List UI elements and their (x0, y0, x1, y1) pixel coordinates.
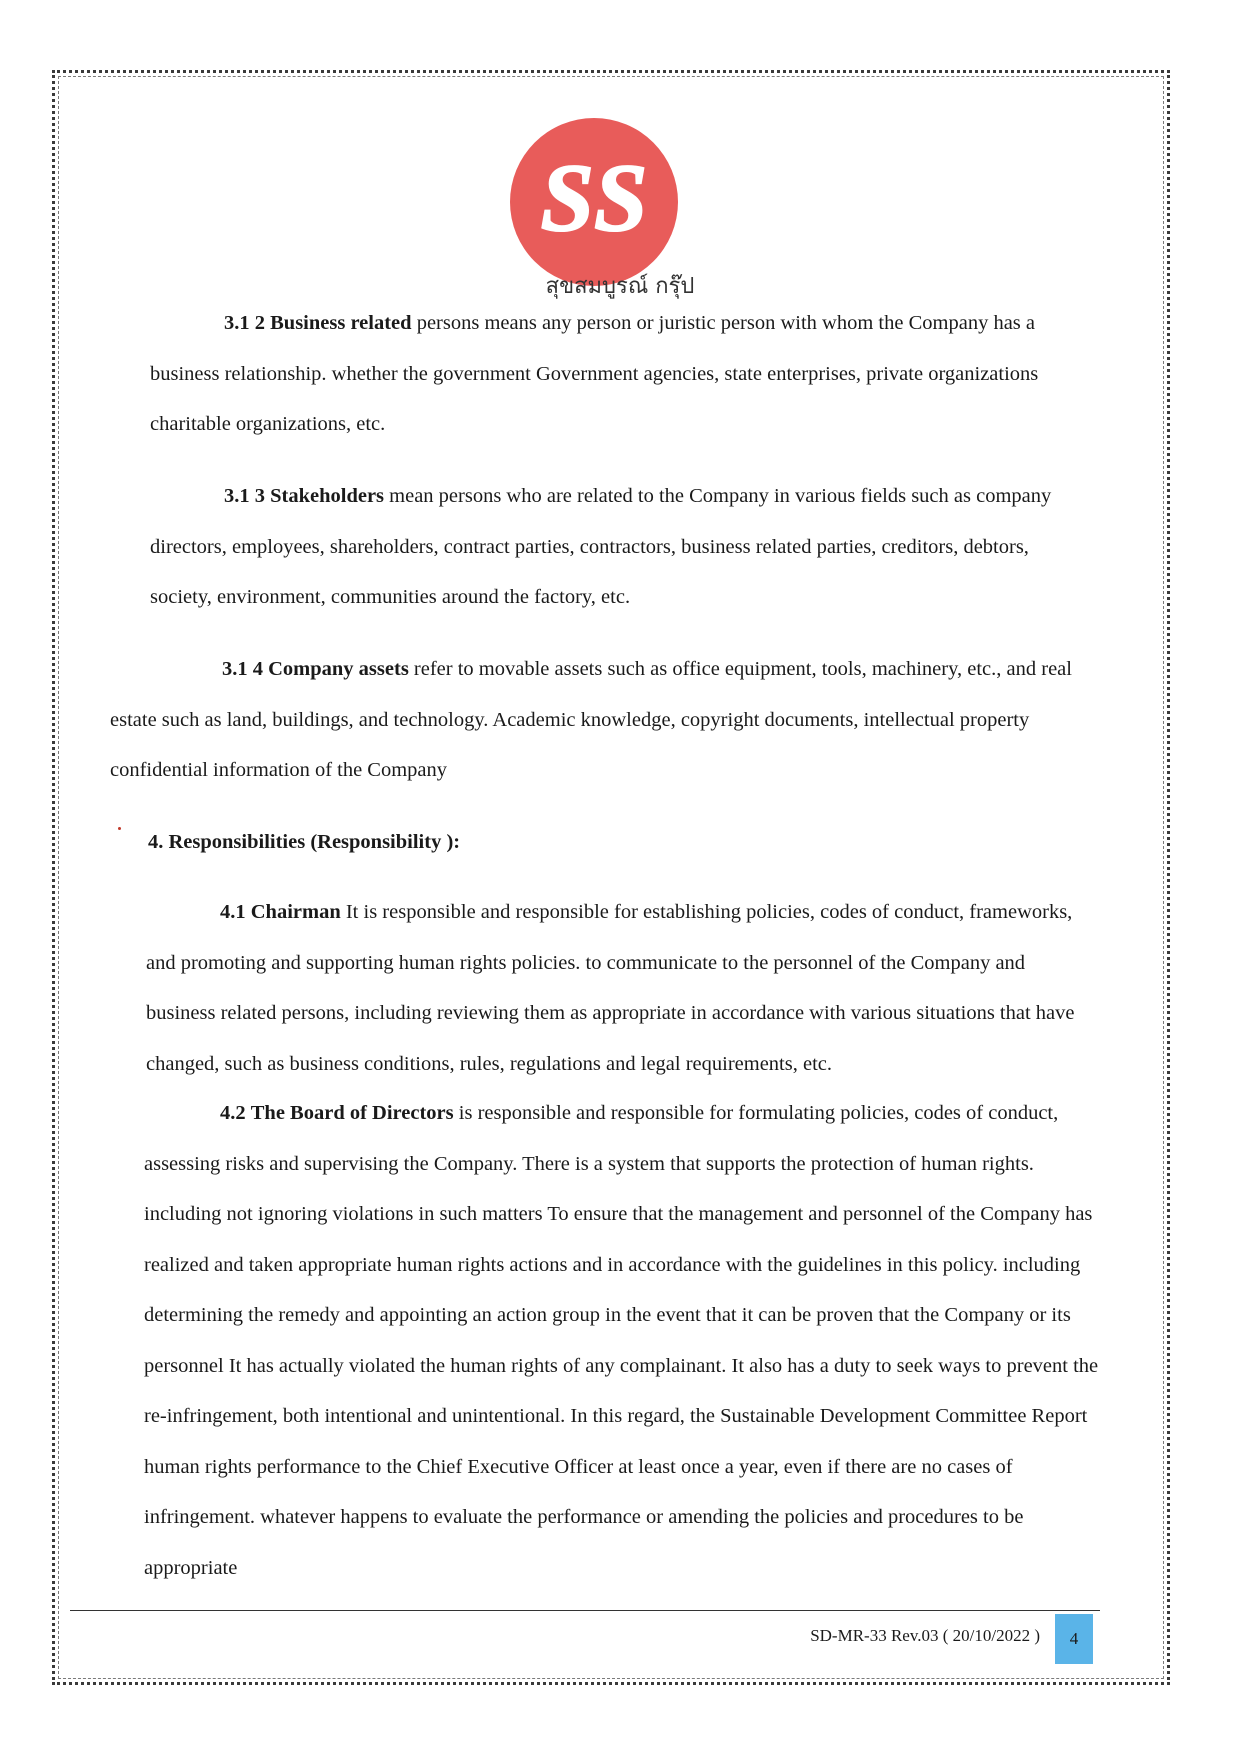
section-text: It is responsible and responsible for establishing policies, codes of conduct, frameworks, and promoting and supporting human rights policies. to communicate to the personnel of the Company and business related persons, including reviewing them as appropriate in accordance with various situations that have changed, such as business conditions, rules, regulations and legal requirements, etc. (146, 901, 1075, 1075)
logo-monogram: SS (540, 144, 648, 251)
section-number: 4.1 (220, 901, 246, 923)
section-3-1-4 (110, 644, 1090, 796)
section-4-1 (146, 887, 1094, 1089)
section-3-1-2 (150, 298, 1090, 450)
section-term: Chairman (250, 901, 341, 923)
company-logo (510, 118, 678, 286)
section-text: persons means any person or juristic person with whom the Company has a business relationship. whether the government Government agencies, state enterprises, private organizations charitable organizations, etc. (150, 312, 1039, 435)
footer-divider (70, 1610, 1100, 1611)
section-term: Business related (270, 312, 412, 334)
page-number: 4 (1055, 1614, 1093, 1664)
logo-caption: สุขสมบูรณ์ กรุ๊ป (545, 274, 695, 299)
section-number: 4.2 (220, 1102, 246, 1124)
section-3-1-3 (150, 471, 1095, 623)
ink-mark (118, 827, 121, 830)
section-term: Stakeholders (270, 485, 385, 507)
section-term: Company assets (268, 658, 409, 680)
section-number: 3.1 3 (224, 485, 265, 507)
section-text: refer to movable assets such as office equipment, tools, machinery, etc., and real estate such as land, buildings, and technology. Academic knowledge, copyright documents, intellectual property confidential information of the Company (110, 658, 1072, 781)
section-text: is responsible and responsible for formulating policies, codes of conduct, assessing risks and supervising the Company. There is a system that supports the protection of human rights. including not ignoring violations in such matters To ensure that the management and personnel of the Company has realized and taken appropriate human rights actions and in accordance with the guidelines in this policy. including determining the remedy and appointing an action group in the event that it can be proven that the Company or its personnel It has actually violated the human rights of any complainant. It also has a duty to seek ways to prevent the re-infringement, both intentional and unintentional. In this regard, the Sustainable Development Committee Report human rights performance to the Chief Executive Officer at least once a year, even if there are no cases of infringement. whatever happens to evaluate the performance or amending the policies and procedures to be appropriate (144, 1102, 1099, 1579)
section-heading-4: 4. Responsibilities (Responsibility ): (148, 831, 461, 853)
section-text: mean persons who are related to the Company in various fields such as company directors, employees, shareholders, contract parties, contractors, business related parties, creditors, debtors, society, environment, communities around the factory, etc. (150, 485, 1052, 608)
section-4-2 (144, 1088, 1099, 1593)
section-term: The Board of Directors (250, 1102, 454, 1124)
section-number: 3.1 2 (224, 312, 265, 334)
document-reference: SD-MR-33 Rev.03 ( 20/10/2022 ) (810, 1626, 1040, 1645)
section-number: 3.1 4 (222, 658, 263, 680)
